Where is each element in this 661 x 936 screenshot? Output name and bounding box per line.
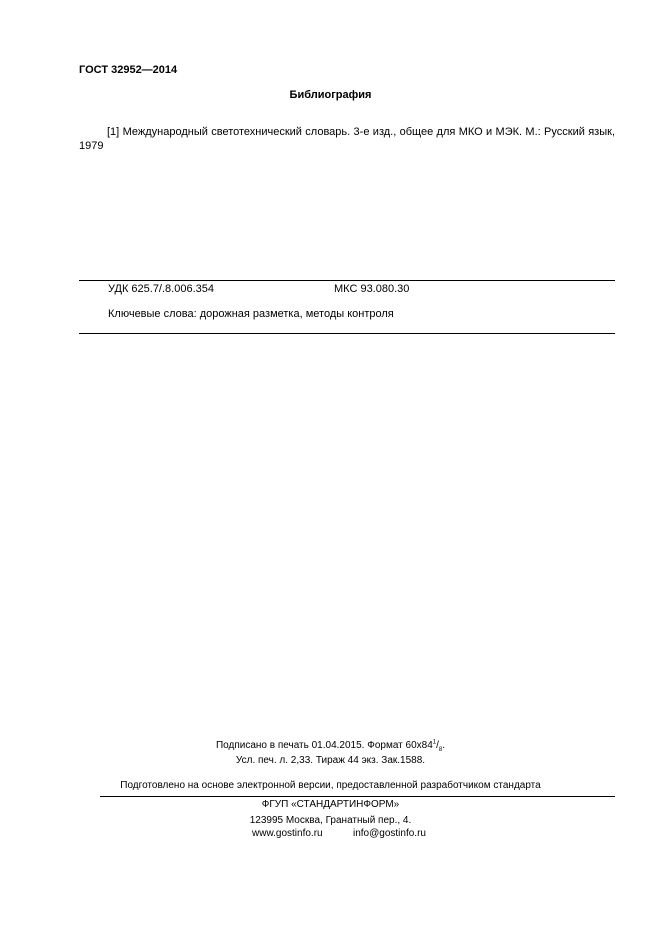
website-link[interactable]: www.gostinfo.ru [252, 828, 323, 839]
prepared-line: Подготовлено на основе электронной версии, предоставленной разработчиком стандарта [120, 780, 541, 791]
publisher-name: ФГУП «СТАНДАРТИНФОРМ» [261, 799, 400, 810]
signed-line: Подписано в печать 01.04.2015. Формат $60x84^1/_8$. [215, 739, 446, 753]
bibliography-heading: Библиография [289, 89, 372, 101]
format-fraction-numerator: 1 [432, 739, 437, 746]
udk-code: УДК 625.7/.8.006.354 [108, 283, 214, 295]
bibliography-item: [1] Международный светотехнический словарь. 3-е изд., общее для МКО и МЭК. М.: Русский язык, 1979 [79, 126, 615, 152]
format-fraction-denominator: 8 [438, 747, 443, 753]
divider-top [79, 280, 615, 281]
email-link[interactable]: info@gostinfo.ru [353, 828, 426, 839]
keywords: Ключевые слова: дорожная разметка, методы контроля [108, 308, 394, 320]
document-number: ГОСТ 32952—2014 [79, 64, 178, 76]
divider-middle [79, 333, 615, 334]
mks-code: МКС 93.080.30 [334, 283, 410, 295]
publisher-address: 123995 Москва, Гранатный пер., 4. [249, 815, 412, 826]
signed-text: Подписано в печать 01.04.2015. Формат 60x84 [215, 740, 433, 751]
divider-bottom [100, 796, 615, 797]
contacts-line [252, 828, 426, 839]
print-line: Усл. печ. л. 2,33. Тираж 44 экз. Зак.1588. [235, 755, 426, 766]
signed-end: . [442, 740, 446, 751]
